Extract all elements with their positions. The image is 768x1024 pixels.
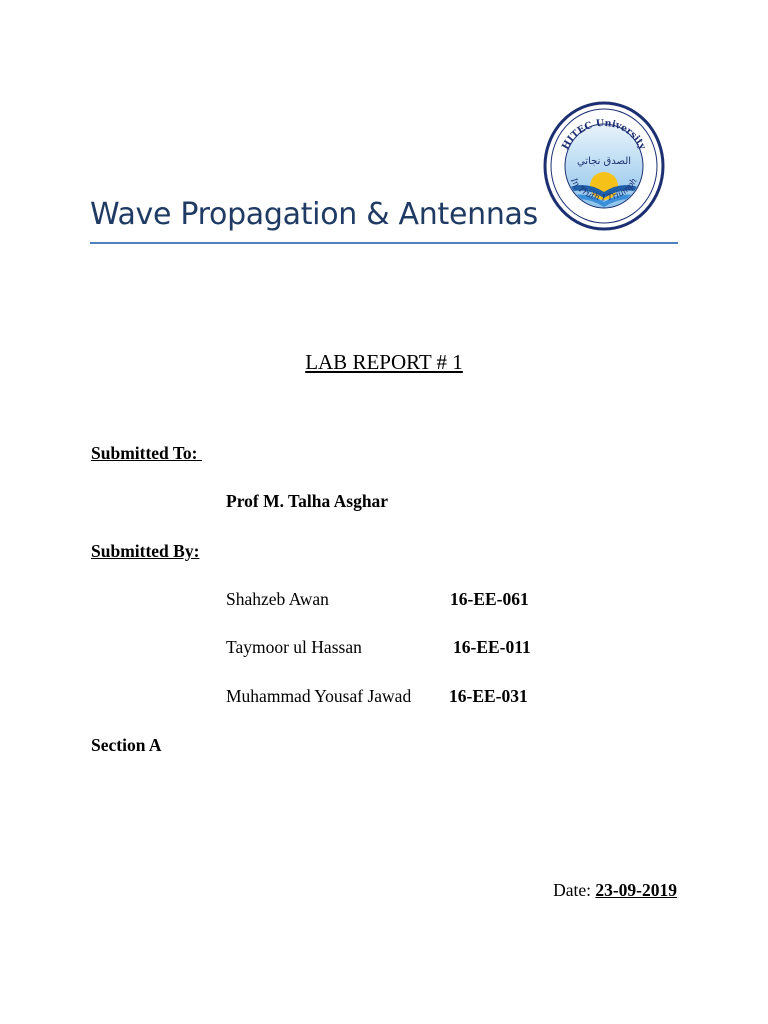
member-id: 16-EE-011 (453, 637, 531, 657)
member-id: 16-EE-061 (450, 589, 529, 609)
section-label: Section A (91, 735, 162, 755)
date-value: 23-09-2019 (595, 880, 677, 900)
member-name: Taymoor ul Hassan (226, 637, 362, 657)
submitted-to-name: Prof M. Talha Asghar (226, 491, 389, 511)
member-name: Shahzeb Awan (226, 589, 329, 609)
logo-script-text: الصدق نجاتي (576, 156, 632, 167)
submitted-by-label: Submitted By: (91, 541, 200, 561)
member-id: 16-EE-031 (449, 686, 528, 706)
university-seal-icon (542, 100, 666, 232)
logo-top-text: HITEC University (560, 117, 648, 152)
page-title: Wave Propagation & Antennas (90, 197, 538, 232)
member-name: Muhammad Yousaf Jawad (226, 686, 412, 706)
title-divider (90, 242, 678, 244)
submitted-to-label: Submitted To: (91, 443, 202, 463)
report-heading: LAB REPORT # 1 (305, 350, 463, 374)
logo-bottom-text: In Truth I Triumph (568, 176, 640, 204)
date-line (553, 880, 677, 901)
date-label: Date: (553, 880, 596, 900)
